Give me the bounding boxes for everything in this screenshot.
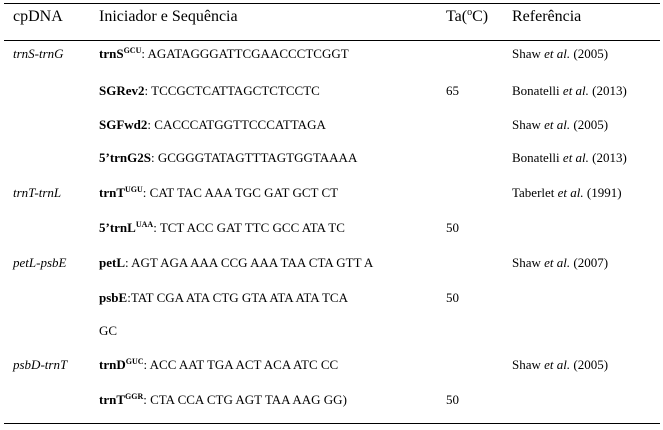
primer-name: petL [99, 255, 125, 270]
row-primer [99, 220, 345, 236]
header-ta-degree: o [467, 7, 473, 18]
row-reference [512, 117, 608, 133]
row-reference [512, 357, 608, 373]
row-primer [99, 83, 320, 99]
primer-name: trnT [99, 185, 125, 200]
row-reference [512, 83, 627, 99]
reference-etal: et al. [562, 150, 589, 165]
row-primer [99, 150, 357, 166]
reference-etal: et al. [557, 185, 584, 200]
header-ta-prefix: Ta( [446, 8, 468, 25]
primer-anticodon: UGU [125, 185, 143, 194]
primer-sequence: : ACC AAT TGA ACT ACA ATC CC [143, 357, 339, 372]
reference-author: Taberlet [512, 185, 555, 200]
primer-anticodon: GGR [125, 392, 144, 401]
primer-anticodon: UAA [135, 220, 154, 229]
primer-sequence: : TCCGCTCATTAGCTCTCCTC [144, 83, 320, 98]
header-cpdna: cpDNA [13, 8, 63, 25]
primer-sequence: : AGATAGGGATTCGAACCCTCGGT [141, 46, 349, 61]
row-reference [512, 185, 622, 201]
reference-year: (2005) [573, 46, 609, 61]
reference-etal: et al. [544, 46, 571, 61]
reference-author: Shaw [512, 46, 541, 61]
reference-year: (2013) [592, 150, 627, 165]
reference-author: Bonatelli [512, 83, 560, 98]
row-locus: psbD-trnT [13, 357, 68, 372]
row-primer [99, 46, 349, 62]
reference-author: Shaw [512, 255, 541, 270]
reference-author: Bonatelli [512, 150, 560, 165]
primer-name: trnS [99, 46, 124, 61]
row-locus: petL-psbE [13, 255, 67, 270]
header-reference: Referência [512, 8, 582, 25]
row-locus: trnT-trnL [13, 185, 62, 200]
table-header-rule [4, 40, 660, 41]
row-primer [99, 185, 338, 201]
primer-name: SGFwd2 [99, 117, 148, 132]
primer-name: trnD [99, 357, 126, 372]
reference-year: (2013) [592, 83, 627, 98]
row-primer [99, 323, 117, 339]
reference-etal: et al. [544, 255, 571, 270]
reference-etal: et al. [562, 83, 589, 98]
row-primer [99, 392, 347, 408]
primer-sequence: : AGT AGA AAA CCG AAA TAA CTA GTT A [125, 255, 374, 270]
row-primer [99, 290, 348, 306]
primer-sequence: : CAT TAC AAA TGC GAT GCT CT [142, 185, 339, 200]
row-ta: 50 [446, 392, 459, 407]
primer-sequence: :TAT CGA ATA CTG GTA ATA ATA TCA [127, 290, 348, 305]
primer-sequence: GC [99, 323, 118, 338]
table-top-rule [4, 3, 660, 4]
row-primer [99, 255, 373, 271]
row-ta: 50 [446, 290, 459, 305]
primer-name: 5’trnL [99, 220, 136, 235]
primer-anticodon: GCU [123, 46, 142, 55]
reference-etal: et al. [544, 117, 571, 132]
row-locus: trnS-trnG [13, 46, 64, 61]
reference-etal: et al. [544, 357, 571, 372]
reference-author: Shaw [512, 117, 541, 132]
primer-anticodon: GUC [125, 357, 144, 366]
primer-name: trnT [99, 392, 125, 407]
header-ta [446, 8, 488, 26]
primer-name: 5’trnG2S [99, 150, 151, 165]
reference-year: (2007) [573, 255, 609, 270]
row-reference [512, 150, 627, 166]
primer-sequence: : GCGGGTATAGTTTAGTGGTAAAA [151, 150, 358, 165]
primer-sequence: : CTA CCA CTG AGT TAA AAG GG) [143, 392, 347, 407]
primer-name: psbE [99, 290, 128, 305]
row-reference [512, 255, 608, 271]
row-reference [512, 46, 608, 62]
reference-year: (1991) [586, 185, 622, 200]
row-primer [99, 117, 326, 133]
row-ta: 50 [446, 220, 459, 235]
reference-author: Shaw [512, 357, 541, 372]
header-ta-suffix: C) [472, 8, 489, 25]
table-bottom-rule [4, 423, 660, 424]
reference-year: (2005) [573, 357, 609, 372]
row-primer [99, 357, 338, 373]
primer-name: SGRev2 [99, 83, 145, 98]
row-ta: 65 [446, 83, 459, 98]
primer-sequence: : CACCCATGGTTCCCATTAGA [147, 117, 326, 132]
primer-sequence: : TCT ACC GAT TTC GCC ATA TC [153, 220, 345, 235]
header-primer-sequence: Iniciador e Sequência [99, 8, 238, 25]
reference-year: (2005) [573, 117, 609, 132]
